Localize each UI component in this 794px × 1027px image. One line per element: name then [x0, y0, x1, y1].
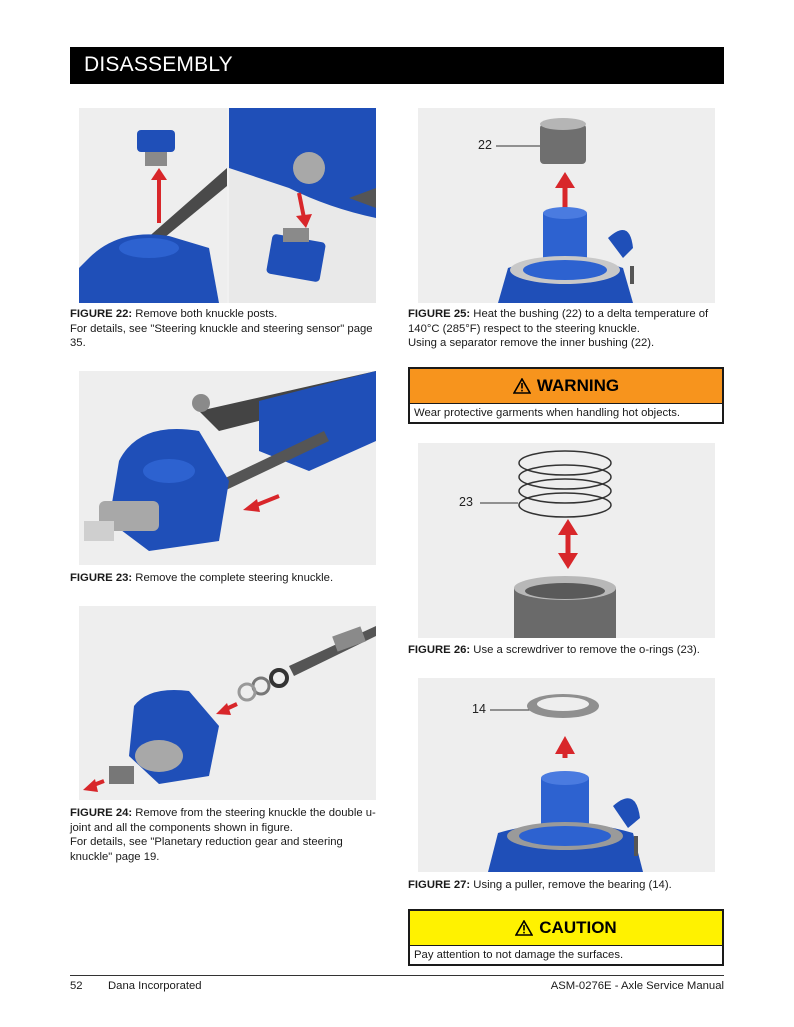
- caution-title: CAUTION: [539, 918, 617, 937]
- figure-27-callout: 14: [472, 702, 486, 716]
- figure-23-line-1: Remove the complete steering knuckle.: [135, 572, 334, 584]
- figure-24-line-2: joint and all the components shown in figure.: [70, 821, 293, 834]
- figure-26-label: FIGURE 26:: [408, 644, 471, 656]
- figure-27-image: [418, 678, 715, 872]
- section-title: DISASSEMBLY: [84, 53, 233, 76]
- figure-26-line-1: Use a screwdriver to remove the o-rings (23).: [473, 644, 700, 656]
- figure-25-caption: [408, 307, 728, 351]
- figure-22-label: FIGURE 22:: [70, 308, 133, 320]
- figure-25-callout: 22: [478, 138, 492, 152]
- figure-24-line-1: Remove from the steering knuckle the double u-: [135, 807, 376, 819]
- caution-header: [410, 911, 722, 945]
- warning-triangle-icon: [513, 378, 531, 394]
- figure-27-label: FIGURE 27:: [408, 879, 471, 891]
- figure-26-callout: 23: [459, 495, 473, 509]
- figure-25-label: FIGURE 25:: [408, 308, 471, 320]
- figure-27-line-1: Using a puller, remove the bearing (14).: [473, 879, 672, 891]
- figure-24-caption: [70, 806, 390, 864]
- warning-box: [408, 367, 724, 424]
- figure-22-line-2: For details, see "Steering knuckle and steering sensor" page: [70, 322, 373, 335]
- page-number: 52: [70, 980, 83, 992]
- figure-25-image: [418, 108, 715, 303]
- figure-22-line-3: 35.: [70, 337, 86, 350]
- figure-22-caption: [70, 307, 390, 351]
- figure-23-image: [79, 371, 376, 565]
- figure-25-line-2: 140°C (285°F) respect to the steering knuckle.: [408, 322, 640, 335]
- figure-24-image: [79, 606, 376, 800]
- figure-24-line-4: knuckle" page 19.: [70, 850, 160, 863]
- figure-24-label: FIGURE 24:: [70, 807, 133, 819]
- figure-27-caption: [408, 878, 728, 893]
- figure-24-line-3: For details, see "Planetary reduction gear and steering: [70, 836, 343, 849]
- footer-manual-title: ASM-0276E - Axle Service Manual: [550, 980, 724, 992]
- caution-triangle-icon: [515, 920, 533, 936]
- warning-text: Wear protective garments when handling hot objects.: [410, 403, 722, 422]
- caution-box: [408, 909, 724, 966]
- figure-22-image: [79, 108, 376, 303]
- footer-company: Dana Incorporated: [108, 980, 202, 992]
- figure-26-caption: [408, 643, 728, 658]
- figure-23-caption: [70, 571, 390, 586]
- figure-23-label: FIGURE 23:: [70, 572, 133, 584]
- figure-22-line-1: Remove both knuckle posts.: [135, 308, 278, 320]
- figure-25-line-3: Using a separator remove the inner bushing (22).: [408, 337, 655, 350]
- footer-divider: [70, 975, 724, 976]
- caution-text: Pay attention to not damage the surfaces.: [410, 945, 722, 964]
- figure-25-line-1: Heat the bushing (22) to a delta temperature of: [473, 308, 709, 320]
- section-header: [70, 47, 724, 84]
- warning-header: [410, 369, 722, 403]
- warning-title: WARNING: [536, 376, 620, 395]
- figure-26-image: [418, 443, 715, 638]
